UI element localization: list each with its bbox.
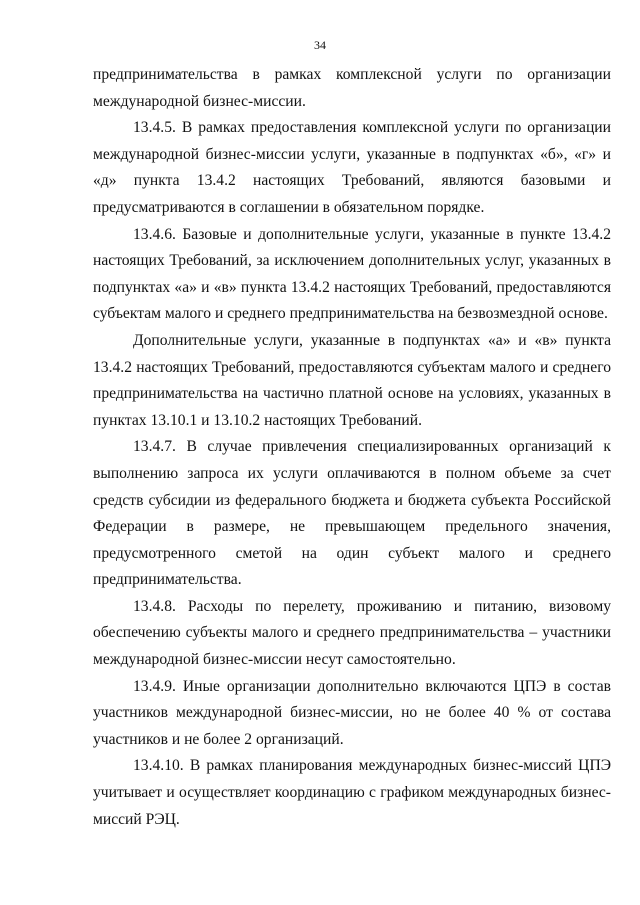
paragraph-continuation: предпринимательства в рамках комплексной услуги по организации международной бизнес-миссии. — [93, 66, 611, 110]
document-body — [93, 62, 611, 833]
paragraph-additional-services: Дополнительные услуги, указанные в подпунктах «а» и «в» пункта 13.4.2 настоящих Требований, предоставляются субъектам малого и среднего предпринимательства на частично платной основе на условиях, указанных в пунктах 13.10.1 и 13.10.2 настоящих Требований. — [93, 331, 611, 429]
paragraph-13-4-9: 13.4.9. Иные организации дополнительно включаются ЦПЭ в состав участников международной бизнес-миссии, но не более 40 % от состава участников и не более 2 организаций. — [93, 677, 611, 748]
page-number: 34 — [314, 38, 326, 52]
paragraph-13-4-6: 13.4.6. Базовые и дополнительные услуги, указанные в пункте 13.4.2 настоящих Требований, за исключением дополнительных услуг, указанных в подпунктах «а» и «в» пункта 13.4.2 настоящих Требований, предоставляются субъектам малого и среднего предпринимательства на безвозмездной основе. — [93, 225, 611, 323]
paragraph-13-4-5: 13.4.5. В рамках предоставления комплексной услуги по организации международной бизнес-миссии услуги, указанные в подпунктах «б», «г» и «д» пункта 13.4.2 настоящих Требований, являются базовыми и предусматриваются в соглашении в обязательном порядке. — [93, 119, 611, 216]
paragraph-13-4-10: 13.4.10. В рамках планирования международных бизнес-миссий ЦПЭ учитывает и осуществляет координацию с графиком международных бизнес-миссий РЭЦ. — [93, 757, 611, 828]
paragraph-13-4-8: 13.4.8. Расходы по перелету, проживанию и питанию, визовому обеспечению субъекты малого и среднего предпринимательства – участники международной бизнес-миссии несут самостоятельно. — [93, 597, 611, 669]
paragraph-13-4-7: 13.4.7. В случае привлечения специализированных организаций к выполнению запроса их услуги оплачиваются в полном объеме за счет средств субсидии из федерального бюджета и бюджета субъекта Российской Федерации в размере, не превышающем предельного значения, предусмотренного сметой на один субъект малого и среднего предпринимательства. — [93, 438, 611, 589]
